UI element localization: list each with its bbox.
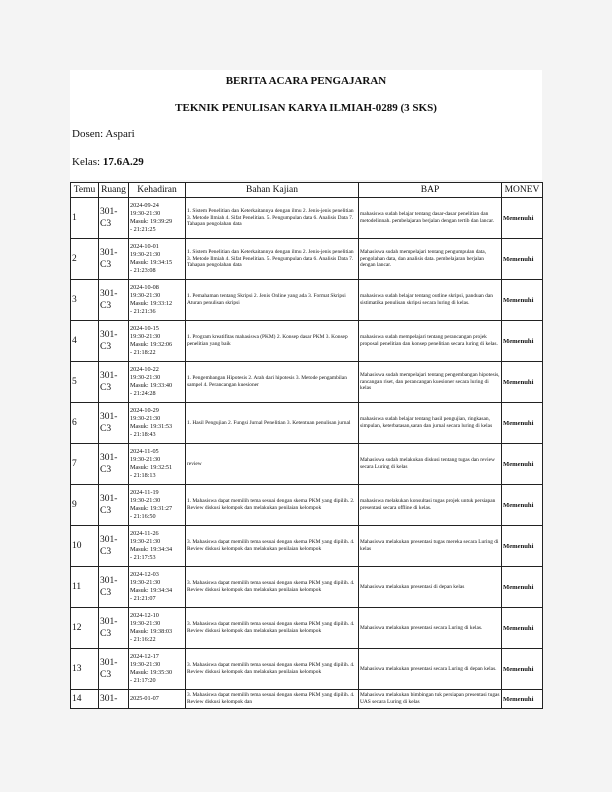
attendance-schedule: 19:30-21:30 (130, 332, 161, 340)
table-header-row (71, 183, 543, 198)
cell-ruang: 301- (99, 690, 129, 709)
attendance-checkout: - 21:16:22 (130, 636, 156, 644)
attendance-schedule: 19:30-21:30 (130, 414, 161, 422)
cell-bahan-kajian: 3. Mahasiswa dapat memilih tema sesuai dengan skema PKM yang dipilih. 4. Review diskusi kelompok dan melakukan penilaian kelompok (186, 649, 359, 690)
attendance-date: 2024-10-08 (130, 283, 159, 291)
attendance-checkin: Masuk: 19:33:12 (130, 300, 173, 307)
cell-bahan-kajian: 1. Hasil Pengujian 2. Fungsi Jurnal Penelitian 3. Ketentuan penulisan jurnal (186, 403, 359, 444)
cell-bap: mahasiswa sudah belajar tentang outline skripsi, panduan dan sistimatika penulisan skripsi secara luring di kelas. (359, 280, 502, 321)
attendance-date: 2024-12-17 (130, 652, 159, 660)
cell-bap: mahasiswa sudah belajar tentang dasar-dasar penelitian dan metodelinnah. pembelajaran berjalan dengan tertib dan lancar. (359, 198, 502, 239)
attendance-checkout: - 21:23:08 (130, 267, 156, 275)
document-title: BERITA ACARA PENGAJARAN (225, 75, 387, 87)
attendance-schedule: 19:30-21:30 (130, 291, 161, 299)
table-row (71, 239, 543, 280)
cell-monev: Memenuhi (502, 567, 543, 608)
cell-bap: Mahasiswa sudah mempelajari tentang pengumpulan data, pengolahan data, dan analisis data. pembelajaran berjalan dengan lancar. (359, 239, 502, 280)
kelas-value: 17.6A.29 (102, 156, 144, 168)
cell-monev: Memenuhi (502, 403, 543, 444)
attendance-schedule: 19:30-21:30 (130, 373, 161, 381)
cell-ruang: 301-C3 (99, 649, 129, 690)
cell-kehadiran (129, 321, 186, 362)
cell-bap: Mahasiswa melakukan presentasi tugas mereka secara Luring di kelas (359, 526, 502, 567)
cell-ruang: 301-C3 (99, 198, 129, 239)
cell-kehadiran (129, 485, 186, 526)
attendance-checkin: Masuk: 19:38:03 (130, 628, 173, 635)
attendance-date: 2024-10-01 (130, 242, 159, 250)
cell-kehadiran (129, 444, 186, 485)
cell-bap: mahasiswa sudah mempelajari tentang perancangan projek proposal penelitian dan konsep penelitian secara luring di kelas. (359, 321, 502, 362)
attendance-checkout: - 21:18:13 (130, 472, 156, 480)
cell-bahan-kajian: 1. Pemahaman tentang Skripsi 2. Jenis Online yang ada 3. Format Skripsi Aturan penulisan skripsi (186, 280, 359, 321)
cell-temu: 5 (71, 362, 99, 403)
attendance-schedule: 19:30-21:30 (130, 619, 161, 627)
table-row (71, 567, 543, 608)
attendance-checkin: Masuk: 19:31:27 (130, 505, 173, 512)
table-row (71, 403, 543, 444)
cell-monev: Memenuhi (502, 198, 543, 239)
cell-bap: Mahasiswa melakukan presentasi secara Luring di kelas. (359, 608, 502, 649)
column-header-kehadiran: Kehadiran (129, 183, 186, 198)
column-header-bap: BAP (359, 183, 502, 198)
cell-kehadiran (129, 403, 186, 444)
kelas-line (72, 155, 144, 169)
cell-bap: Mahasiswa sudah melakukan diskusi tentang tugas dan review secara Luring di kelas (359, 444, 502, 485)
table-row (71, 198, 543, 239)
cell-bap: Mahasiswa sudah mempelajari tentang pengembangan hipotesis, rancangan riset, dan perancangan kuesioner secara luring di kelas (359, 362, 502, 403)
attendance-checkin: Masuk: 19:32:51 (130, 464, 173, 471)
cell-monev: Memenuhi (502, 444, 543, 485)
document-header (70, 70, 542, 180)
attendance-checkout: - 21:16:50 (130, 513, 156, 521)
cell-temu: 13 (71, 649, 99, 690)
attendance-checkout: - 21:24:28 (130, 390, 156, 398)
cell-ruang: 301-C3 (99, 444, 129, 485)
attendance-checkin: Masuk: 19:34:34 (130, 546, 173, 553)
attendance-checkin: Masuk: 19:34:15 (130, 259, 173, 266)
cell-temu: 6 (71, 403, 99, 444)
cell-temu: 4 (71, 321, 99, 362)
cell-monev: Memenuhi (502, 649, 543, 690)
table-row (71, 280, 543, 321)
cell-bap: mahasiswa sudah belajar tentang hasil pengujian, ringkasan, simpulan, keterbatasan,saran dan jurnal secara luring di kelas (359, 403, 502, 444)
dosen-name: Aspari (105, 128, 135, 140)
cell-monev: Memenuhi (502, 485, 543, 526)
attendance-schedule: 19:30-21:30 (130, 496, 161, 504)
attendance-checkin: Masuk: 19:32:06 (130, 341, 173, 348)
table-row (71, 608, 543, 649)
cell-monev: Memenuhi (502, 321, 543, 362)
course-title: TEKNIK PENULISAN KARYA ILMIAH-0289 (3 SKS) (175, 102, 437, 114)
cell-bap: Mahasiswa melakukan presentasi secara Luring di depan kelas. (359, 649, 502, 690)
attendance-table (70, 182, 543, 709)
cell-temu: 3 (71, 280, 99, 321)
cell-ruang: 301-C3 (99, 526, 129, 567)
attendance-checkin: Masuk: 19:31:53 (130, 423, 173, 430)
cell-temu: 10 (71, 526, 99, 567)
attendance-checkout: - 21:18:22 (130, 349, 156, 357)
cell-bahan-kajian: 3. Mahasiswa dapat memilih tema sesuai dengan skema PKM yang dipilih. 4. Review diskusi kelompok dan melakukan penilaian kelompok (186, 526, 359, 567)
cell-kehadiran (129, 649, 186, 690)
table-row (71, 649, 543, 690)
cell-kehadiran (129, 280, 186, 321)
cell-temu: 2 (71, 239, 99, 280)
cell-kehadiran (129, 567, 186, 608)
cell-ruang: 301-C3 (99, 362, 129, 403)
cell-ruang: 301-C3 (99, 321, 129, 362)
attendance-date: 2024-10-15 (130, 324, 159, 332)
attendance-date: 2024-11-19 (130, 488, 159, 496)
attendance-checkin: Masuk: 19:35:30 (130, 669, 173, 676)
attendance-schedule: 19:30-21:30 (130, 209, 161, 217)
column-header-monev: MONEV (502, 183, 543, 198)
column-header-ruang: Ruang (99, 183, 129, 198)
attendance-checkout: - 21:21:36 (130, 308, 156, 316)
table-row (71, 485, 543, 526)
cell-temu: 7 (71, 444, 99, 485)
attendance-schedule: 19:30-21:30 (130, 455, 161, 463)
cell-monev: Memenuhi (502, 608, 543, 649)
cell-bap: Mahasiswa melakukan presentasi di depan kelas (359, 567, 502, 608)
attendance-date: 2024-12-03 (130, 570, 159, 578)
attendance-date: 2024-11-26 (130, 529, 159, 537)
cell-temu: 14 (71, 690, 99, 709)
attendance-date: 2024-09-24 (130, 201, 159, 209)
dosen-line (72, 127, 135, 141)
attendance-date: 2025-01-07 (130, 694, 159, 702)
attendance-checkout: - 21:21:25 (130, 226, 156, 234)
table-row (71, 321, 543, 362)
attendance-checkin: Masuk: 19:39:29 (130, 218, 173, 225)
cell-monev: Memenuhi (502, 280, 543, 321)
cell-bahan-kajian: 3. Mahasiswa dapat memilih tema sesuai dengan skema PKM yang dipilih. 4. Review diskusi kelompok dan melakukan penilaian kelompok (186, 608, 359, 649)
attendance-checkout: - 21:17:53 (130, 554, 156, 562)
cell-ruang: 301-C3 (99, 280, 129, 321)
attendance-date: 2024-10-22 (130, 365, 159, 373)
attendance-schedule: 19:30-21:30 (130, 250, 161, 258)
cell-kehadiran (129, 526, 186, 567)
kelas-label: Kelas: (72, 156, 101, 168)
attendance-date: 2024-11-05 (130, 447, 159, 455)
cell-bahan-kajian: review (186, 444, 359, 485)
cell-bahan-kajian: 3. Mahasiswa dapat memilih tema sesuai dengan skema PKM yang dipilih. 4. Review diskusi kelompok dan (186, 690, 359, 709)
cell-kehadiran (129, 362, 186, 403)
cell-monev: Memenuhi (502, 239, 543, 280)
cell-ruang: 301-C3 (99, 239, 129, 280)
cell-temu: 12 (71, 608, 99, 649)
attendance-checkout: - 21:18:43 (130, 431, 156, 439)
attendance-checkin: Masuk: 19:34:34 (130, 587, 173, 594)
cell-bahan-kajian: 1. Program kreatifitas mahasiswa (PKM) 2. Konsep dasar PKM 3. Konsep penelitian yang baik (186, 321, 359, 362)
column-header-bahan-kajian: Bahan Kajian (186, 183, 359, 198)
cell-bahan-kajian: 1. Mahasiswa dapat memilih tema sesuai dengan skema PKM yang dipilih. 2. Review diskusi kelompok dan melakukan penilaian kelompok (186, 485, 359, 526)
cell-bahan-kajian: 1. Pengembangan Hipotesis 2. Arah dari hipotesis 3. Metode pengambilan sampel 4. Perancangan kuesioner (186, 362, 359, 403)
cell-temu: 1 (71, 198, 99, 239)
table-row (71, 444, 543, 485)
table-row (71, 362, 543, 403)
attendance-schedule: 19:30-21:30 (130, 537, 161, 545)
cell-kehadiran (129, 239, 186, 280)
column-header-temu: Temu (71, 183, 99, 198)
attendance-date: 2024-12-10 (130, 611, 159, 619)
cell-bahan-kajian: 1. Sistem Penelitian dan Keterkaitannya dengan ilmu 2. Jenis-jenis penelitian 3. Metode Ilmiah 4. Sifat Penelitian. 5. Pengumpulan data 6. Analisis Data 7. Tahapan pengolahan data (186, 198, 359, 239)
attendance-schedule: 19:30-21:30 (130, 660, 161, 668)
cell-bap: mahasiswa melakukan konsultasi tugas projek untuk persiapan presentasi secara offline di kelas. (359, 485, 502, 526)
cell-kehadiran (129, 690, 186, 709)
cell-ruang: 301-C3 (99, 485, 129, 526)
cell-kehadiran (129, 198, 186, 239)
cell-ruang: 301-C3 (99, 608, 129, 649)
cell-bap: Mahasiswa melakukan bimbingan tuk persiapan presentasi tugas UAS secara Luring di kelas (359, 690, 502, 709)
cell-bahan-kajian: 1. Sistem Penelitian dan Keterkaitannya dengan ilmu 2. Jenis-jenis penelitian 3. Metode Ilmiah 4. Sifat Penelitian. 5. Pengumpulan data 6. Analisis Data 7. Tahapan pengolahan data (186, 239, 359, 280)
cell-monev: Memenuhi (502, 362, 543, 403)
cell-ruang: 301-C3 (99, 403, 129, 444)
cell-temu: 9 (71, 485, 99, 526)
attendance-checkout: - 21:21:07 (130, 595, 156, 603)
cell-monev: Memenuhi (502, 526, 543, 567)
attendance-date: 2024-10-29 (130, 406, 159, 414)
attendance-schedule: 19:30-21:30 (130, 578, 161, 586)
cell-ruang: 301-C3 (99, 567, 129, 608)
attendance-checkout: - 21:17:20 (130, 677, 156, 685)
attendance-checkin: Masuk: 19:33:40 (130, 382, 173, 389)
dosen-label: Dosen: (72, 128, 104, 140)
table-row (71, 690, 543, 709)
cell-kehadiran (129, 608, 186, 649)
table-row (71, 526, 543, 567)
cell-temu: 11 (71, 567, 99, 608)
cell-monev: Memenuhi (502, 690, 543, 709)
cell-bahan-kajian: 3. Mahasiswa dapat memilih tema sesuai dengan skema PKM yang dipilih. 4. Review diskusi kelompok dan melakukan penilaian kelompok (186, 567, 359, 608)
